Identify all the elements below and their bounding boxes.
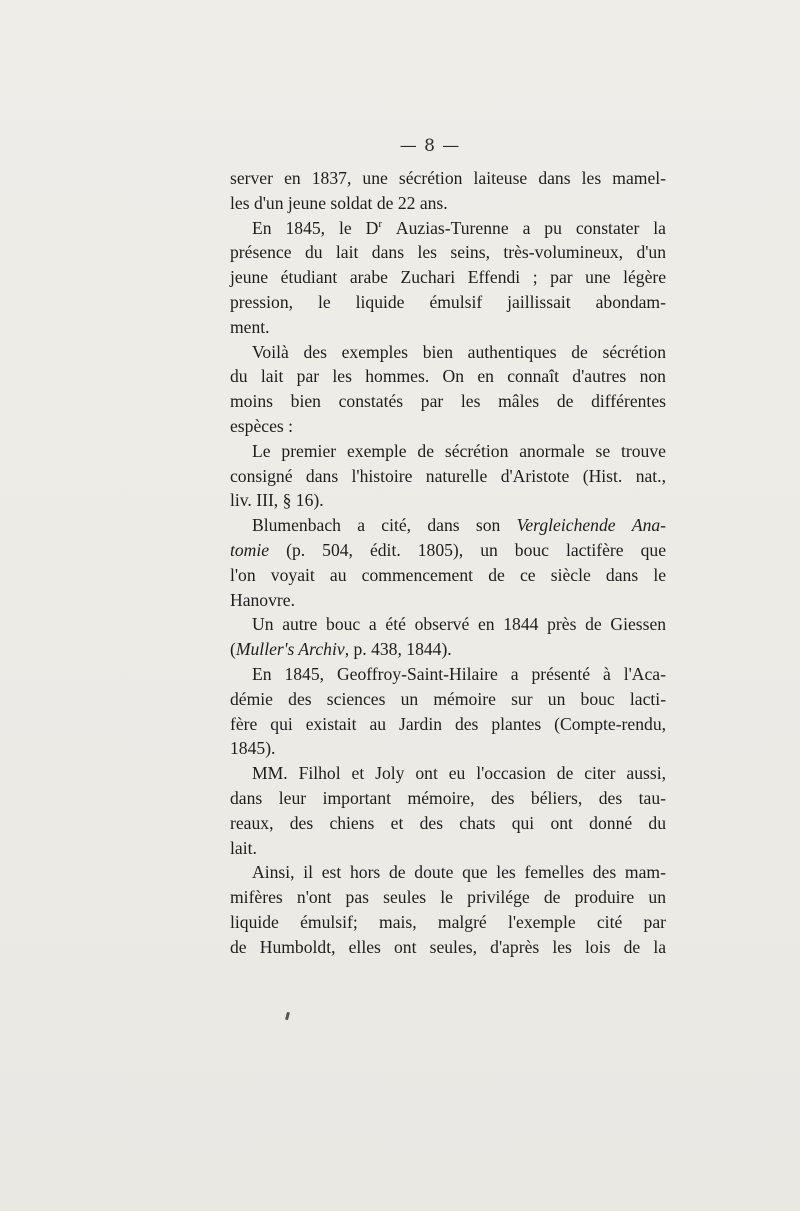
text-line: 1845).	[230, 738, 276, 759]
text-line: jeune étudiant arabe Zuchari Effendi ; par une légère	[230, 267, 667, 288]
text-line: du lait par les hommes. On en connaît d'autres non	[230, 366, 666, 387]
text-line: pression, le liquide émulsif jaillissait abondam-	[230, 291, 666, 312]
text-line: démie des sciences un mémoire sur un bouc lacti-	[230, 688, 667, 709]
text-line: Le premier exemple de sécrétion anormale se trouve	[252, 440, 666, 461]
text-line: mifères n'ont pas seules le privilége de produire un	[230, 887, 666, 908]
text-line: l'on voyait au commencement de ce siècle dans le	[230, 564, 667, 585]
text-line: (Muller's Archiv, p. 438, 1844).	[230, 639, 452, 660]
text-line: En 1845, le Dr Auzias-Turenne a pu constater la	[252, 217, 666, 238]
text-line: lait.	[230, 837, 257, 858]
text-line: moins bien constatés par les mâles de différentes	[230, 391, 666, 412]
text-line: liquide émulsif; mais, malgré l'exemple cité par	[230, 911, 666, 932]
text-line: dans leur important mémoire, des béliers, des tau-	[230, 787, 667, 808]
text-line: reaux, des chiens et des chats qui ont donné du	[230, 812, 667, 833]
text-line: Hanovre.	[230, 589, 295, 610]
text-line: tomie (p. 504, édit. 1805), un bouc lactifère que	[230, 539, 667, 560]
text-line: En 1845, Geoffroy-Saint-Hilaire a présenté à l'Aca-	[252, 663, 666, 684]
text-line: server en 1837, une sécrétion laiteuse dans les mamel-	[230, 168, 667, 188]
ink-mark	[285, 1012, 290, 1021]
text-line: Un autre bouc a été observé en 1844 près de Giessen	[252, 614, 667, 635]
text-line: MM. Filhol et Joly ont eu l'occasion de citer aussi,	[252, 763, 666, 784]
text-line: les d'un jeune soldat de 22 ans.	[230, 192, 448, 213]
text-line: fère qui existait au Jardin des plantes (Compte-rendu,	[230, 713, 667, 734]
page-number: — 8 —	[399, 136, 461, 156]
text-line: liv. III, § 16).	[230, 490, 324, 511]
text-line: espèces :	[230, 415, 294, 436]
text-line: Blumenbach a cité, dans son Vergleichende Ana-	[252, 515, 667, 536]
text-line: Ainsi, il est hors de doute que les femelles des mam-	[252, 862, 666, 883]
text-line: consigné dans l'histoire naturelle d'Aristote (Hist. nat.,	[230, 465, 666, 486]
text-line: présence du lait dans les seins, très-volumineux, d'un	[230, 242, 667, 263]
text-line: de Humboldt, elles ont seules, d'après les lois de la	[230, 936, 667, 957]
text-line: ment.	[230, 316, 270, 337]
body-text	[230, 166, 666, 960]
text-line: Voilà des exemples bien authentiques de sécrétion	[252, 341, 667, 362]
